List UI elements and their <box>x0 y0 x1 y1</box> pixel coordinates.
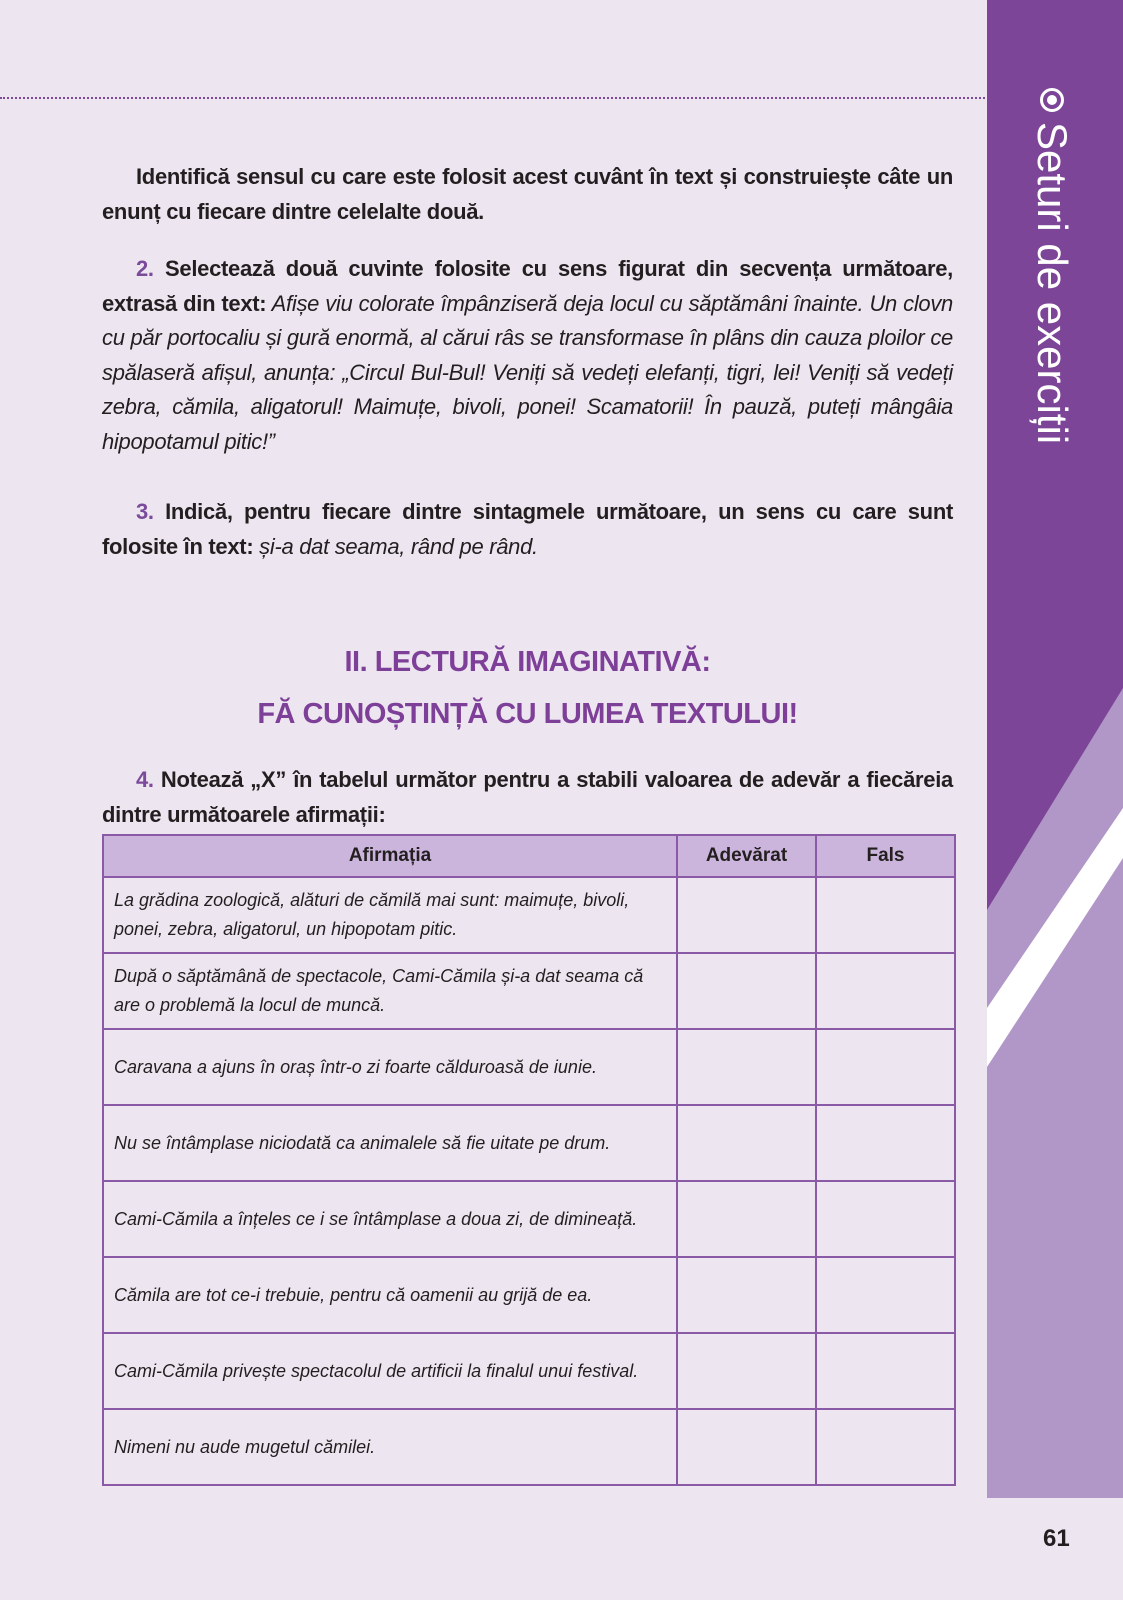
false-cell[interactable] <box>816 953 955 1029</box>
truth-table <box>102 834 953 1486</box>
exercise-4-text <box>102 763 953 832</box>
exercise-2-instruction: Selectează două cuvinte folosite cu sens figurat din secvența următoare, extrasă din text: <box>102 256 953 316</box>
statement-cell: Cămila are tot ce-i trebuie, pentru că oamenii au grijă de ea. <box>103 1257 677 1333</box>
true-cell[interactable] <box>677 1181 816 1257</box>
false-cell[interactable] <box>816 1257 955 1333</box>
exercise-2-number: 2. <box>136 256 154 281</box>
intro-paragraph <box>102 160 953 229</box>
false-cell[interactable] <box>816 1181 955 1257</box>
side-tab-title <box>1028 88 1076 444</box>
statement-cell: La grădina zoologică, alături de cămilă mai sunt: maimuțe, bivoli, ponei, zebra, aligatorul, un hipopotam pitic. <box>103 877 677 953</box>
header-false: Fals <box>816 835 955 877</box>
exercise-2-quote: Afișe viu colorate împânziseră deja locul cu săptămâni înainte. Un clovn cu păr portocaliu și gură enormă, al cărui râs se transformase în plâns din cauza ploilor ce spălaseră afișul, anunța: „Circul Bul-Bul! Veniți să vedeți elefanți, tigri, lei! Veniți să vedeți zebra, cămila, aligatorul! Maimuțe, bivoli, ponei! Scamatorii! În pauză, puteți mângâia hipopotamul pitic!” <box>102 290 953 454</box>
page-number: 61 <box>1043 1525 1070 1552</box>
dotted-divider <box>0 97 1040 99</box>
statement-cell: După o săptămână de spectacole, Cami-Cămila și-a dat seama că are o problemă la locul de muncă. <box>103 953 677 1029</box>
table-row <box>103 953 955 1029</box>
exercise-3-instruction: Indică, pentru fiecare dintre sintagmele următoare, un sens cu care sunt folosite în text: <box>102 499 953 559</box>
exercise-2-text <box>102 252 953 459</box>
section-heading-line-1: II. LECTURĂ IMAGINATIVĂ: <box>344 646 711 678</box>
false-cell[interactable] <box>816 1409 955 1485</box>
statement-cell: Cami-Cămila a înțeles ce i se întâmplase a doua zi, de dimineață. <box>103 1181 677 1257</box>
section-heading <box>102 636 953 740</box>
true-cell[interactable] <box>677 1257 816 1333</box>
table-row <box>103 1333 955 1409</box>
truth-table-grid <box>102 834 956 1486</box>
intro-text: Identifică sensul cu care este folosit acest cuvânt în text și construiește câte un enunț cu fiecare dintre celelalte două. <box>102 164 953 224</box>
side-tab-label: Seturi de exerciții <box>1029 122 1076 445</box>
table-row <box>103 1181 955 1257</box>
header-statement: Afirmația <box>103 835 677 877</box>
true-cell[interactable] <box>677 877 816 953</box>
table-row <box>103 1105 955 1181</box>
statement-cell: Caravana a ajuns în oraș într-o zi foarte călduroasă de iunie. <box>103 1029 677 1105</box>
statement-cell: Nimeni nu aude mugetul cămilei. <box>103 1409 677 1485</box>
exercise-3 <box>102 495 953 564</box>
table-row <box>103 1029 955 1105</box>
table-row <box>103 1257 955 1333</box>
statement-cell: Nu se întâmplase niciodată ca animalele să fie uitate pe drum. <box>103 1105 677 1181</box>
true-cell[interactable] <box>677 1333 816 1409</box>
bullet-circle-icon <box>1040 88 1064 112</box>
true-cell[interactable] <box>677 1029 816 1105</box>
exercise-4-instruction: Notează „X” în tabelul următor pentru a stabili valoarea de adevăr a fiecăreia dintre următoarele afirmații: <box>102 767 953 827</box>
false-cell[interactable] <box>816 1333 955 1409</box>
table-header-row <box>103 835 955 877</box>
true-cell[interactable] <box>677 1105 816 1181</box>
exercise-2 <box>102 252 953 459</box>
true-cell[interactable] <box>677 953 816 1029</box>
statement-cell: Cami-Cămila privește spectacolul de artificii la finalul unui festival. <box>103 1333 677 1409</box>
false-cell[interactable] <box>816 1105 955 1181</box>
false-cell[interactable] <box>816 1029 955 1105</box>
table-row <box>103 1409 955 1485</box>
false-cell[interactable] <box>816 877 955 953</box>
true-cell[interactable] <box>677 1409 816 1485</box>
exercise-3-number: 3. <box>136 499 154 524</box>
section-heading-line-2: FĂ CUNOȘTINȚĂ CU LUMEA TEXTULUI! <box>257 698 798 730</box>
table-row <box>103 877 955 953</box>
exercise-4-number: 4. <box>136 767 154 792</box>
exercise-4 <box>102 763 953 832</box>
exercise-3-text <box>102 495 953 564</box>
exercise-3-phrases: și-a dat seama, rând pe rând. <box>253 533 538 559</box>
header-true: Adevărat <box>677 835 816 877</box>
